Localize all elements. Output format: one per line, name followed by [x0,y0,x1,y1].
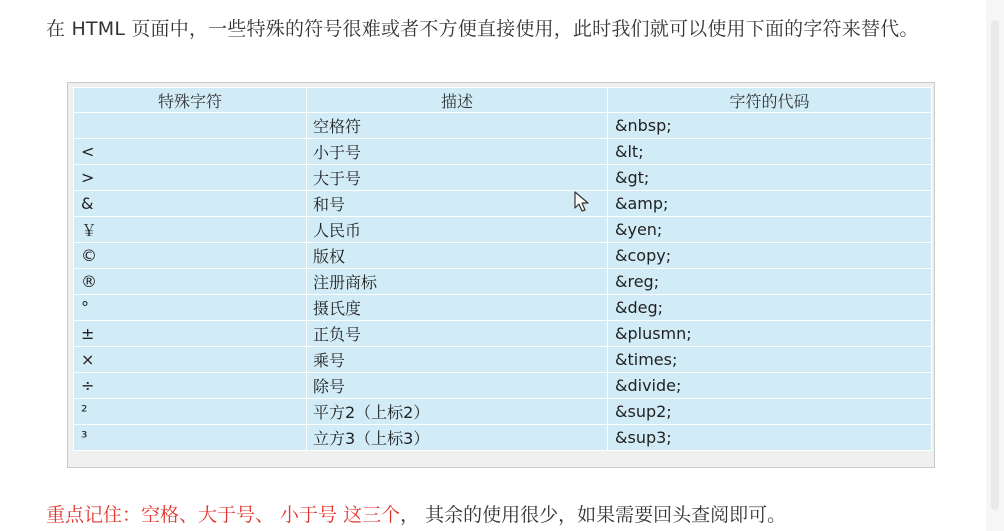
scrollbar[interactable] [986,0,1004,531]
table-row [74,139,931,164]
scrollbar-thumb[interactable] [991,20,999,510]
cell-char-code: &yen; [608,217,931,242]
cell-char-code: &amp; [608,191,931,216]
cell-description: 版权 [307,243,607,268]
table-row [74,295,931,320]
cell-description: 平方2（上标2） [307,399,607,424]
cell-special-char: × [74,347,306,372]
cell-description: 注册商标 [307,269,607,294]
cell-special-char: < [74,139,306,164]
cell-char-code: &nbsp; [608,113,931,138]
header-char-code: 字符的代码 [608,88,931,112]
table-row [74,425,931,450]
table-body [74,113,931,450]
cell-special-char: > [74,165,306,190]
cell-char-code: &plusmn; [608,321,931,346]
entity-table-frame [67,82,935,468]
table-row [74,321,931,346]
cell-char-code: &reg; [608,269,931,294]
cell-special-char: © [74,243,306,268]
cell-char-code: &copy; [608,243,931,268]
cell-char-code: &sup2; [608,399,931,424]
table-row [74,217,931,242]
cell-char-code: &gt; [608,165,931,190]
header-description: 描述 [307,88,607,112]
cell-description: 除号 [307,373,607,398]
cell-description: 和号 [307,191,607,216]
cell-char-code: &lt; [608,139,931,164]
table-row [74,165,931,190]
table-row [74,243,931,268]
cell-description: 小于号 [307,139,607,164]
mouse-cursor-icon [574,191,590,213]
cell-special-char: ² [74,399,306,424]
cell-description: 摄氏度 [307,295,607,320]
cell-description: 立方3（上标3） [307,425,607,450]
footnote [46,500,786,527]
entity-table [73,87,932,451]
header-special-char: 特殊字符 [74,88,306,112]
footnote-rest: ， 其余的使用很少，如果需要回头查阅即可。 [400,504,787,526]
footnote-highlight: 重点记住：空格、大于号、 小于号 这三个 [46,504,401,526]
cell-char-code: &deg; [608,295,931,320]
cell-description: 大于号 [307,165,607,190]
table-row [74,191,931,216]
cell-special-char: ® [74,269,306,294]
table-row [74,399,931,424]
cell-special-char: ÷ [74,373,306,398]
table-row [74,373,931,398]
cell-char-code: &sup3; [608,425,931,450]
table-row [74,269,931,294]
cell-char-code: &divide; [608,373,931,398]
cell-description: 人民币 [307,217,607,242]
table-row [74,113,931,138]
cell-description: 空格符 [307,113,607,138]
cell-special-char: ³ [74,425,306,450]
table-row [74,347,931,372]
cell-special-char: ± [74,321,306,346]
cell-description: 乘号 [307,347,607,372]
cell-description: 正负号 [307,321,607,346]
intro-paragraph: 在 HTML 页面中，一些特殊的符号很难或者不方便直接使用，此时我们就可以使用下面的字符来替代。 [46,18,919,40]
cell-char-code: &times; [608,347,931,372]
cell-special-char [74,113,306,138]
table-header-row [74,88,931,112]
cell-special-char: ￥ [74,217,306,242]
cell-special-char: & [74,191,306,216]
cell-special-char: ° [74,295,306,320]
